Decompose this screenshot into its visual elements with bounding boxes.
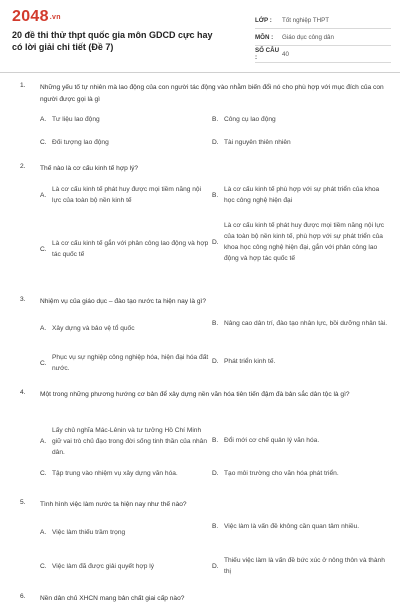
option-text: Phát triển kinh tế. — [224, 358, 276, 365]
option-text: Là cơ cấu kinh tế gắn với phân công lao động và hợp tác quốc tế — [52, 240, 209, 258]
question-number: 3. — [20, 296, 26, 303]
option-text: Phục vụ sự nghiệp công nghiệp hóa, hiện đại hóa đất nước. — [52, 354, 209, 372]
option-letter: C. — [40, 470, 47, 477]
option-text: Tập trung vào nhiệm vụ xây dựng văn hóa. — [52, 470, 178, 477]
option-text: Là cơ cấu kinh tế phát huy được mọi tiềm năng nội lực của toàn bộ nền kinh tế, phù hợp với sự phát triển của khoa học công nghệ hiện đại, gắn với phân công lao động và hợp tác quốc tế — [224, 222, 385, 262]
option-letter: C. — [40, 139, 47, 146]
question-number: 2. — [20, 163, 26, 170]
option-letter: C. — [40, 359, 47, 367]
option-d[interactable] — [212, 220, 388, 264]
option-letter: B. — [212, 320, 219, 327]
option-letter: D. — [212, 238, 219, 246]
question-text: Nền dân chủ XHCN mang bản chất giai cấp nào? — [40, 595, 185, 602]
question-text: Thế nào là cơ cấu kinh tế hợp lý? — [40, 165, 139, 172]
option-b[interactable] — [212, 521, 388, 532]
option-text: Lấy chủ nghĩa Mác-Lênin và tư tưởng Hồ Chí Minh giữ vai trò chủ đạo trong đời sống tinh thần của nhân dân. — [52, 427, 208, 456]
option-b[interactable] — [212, 318, 388, 329]
meta-value: 40 — [282, 50, 289, 58]
option-letter: A. — [40, 438, 47, 445]
option-c[interactable] — [40, 352, 210, 374]
option-text: Tạo môi trường cho văn hóa phát triển. — [224, 470, 339, 477]
option-letter: A. — [40, 116, 47, 123]
option-a[interactable] — [40, 184, 210, 206]
document-title: 20 đề thi thử thpt quốc gia môn GDCD cực hay có lời giải chi tiết (Đề 7) — [12, 30, 213, 52]
option-letter: B. — [212, 437, 219, 444]
option-text: Việc làm là vấn đề không cần quan tâm nhiều. — [224, 523, 360, 530]
meta-value: Tốt nghiệp THPT — [282, 16, 330, 24]
site-logo[interactable] — [12, 8, 61, 26]
option-text: Tư liệu lao động — [52, 116, 100, 123]
option-text: Là cơ cấu kinh tế phù hợp với sự phát triển của khoa học công nghệ hiện đại — [224, 186, 380, 204]
option-b[interactable] — [212, 114, 388, 125]
option-c[interactable] — [40, 468, 210, 479]
question-text: Những yếu tố tự nhiên mà lao động của con người tác động vào nhằm biến đổi nó cho phù hợp với mục đích của con người được gọi là gì — [40, 84, 384, 103]
option-b[interactable] — [212, 435, 388, 446]
meta-row-count — [255, 46, 391, 63]
option-letter: C. — [40, 245, 47, 253]
meta-row-subject — [255, 29, 391, 46]
option-text: Đổi mới cơ chế quản lý văn hóa. — [224, 437, 320, 444]
meta-key: SỐ CÂU : — [255, 47, 280, 61]
option-a[interactable] — [40, 323, 210, 334]
document-meta — [255, 12, 391, 63]
question-text: Một trong những phương hướng cơ bản để xây dựng nền văn hóa tiên tiến đậm đà bản sắc dân tộc là gì? — [40, 391, 350, 398]
meta-row-class — [255, 12, 391, 29]
option-d[interactable] — [212, 468, 388, 479]
question-text: Tình hình việc làm nước ta hiện nay như thế nào? — [40, 501, 187, 508]
page-header — [0, 0, 400, 72]
option-d[interactable] — [212, 137, 388, 148]
option-d[interactable] — [212, 356, 388, 367]
option-c[interactable] — [40, 561, 210, 572]
option-letter: B. — [212, 523, 219, 530]
logo-text: 2048 — [12, 8, 49, 25]
meta-value: Giáo dục công dân — [282, 33, 334, 41]
option-letter: D. — [212, 358, 219, 365]
option-a[interactable] — [40, 425, 210, 458]
question-number: 1. — [20, 82, 26, 89]
option-letter: D. — [212, 139, 219, 146]
option-text: Việc làm thiếu trầm trọng — [52, 529, 126, 536]
meta-key: LỚP : — [255, 16, 272, 24]
question-number: 6. — [20, 593, 26, 600]
question-text: Nhiệm vụ của giáo dục – đào tạo nước ta hiện nay là gì? — [40, 298, 206, 305]
option-c[interactable] — [40, 238, 210, 260]
option-letter: A. — [40, 325, 47, 332]
option-text: Nâng cao dân trí, đào tạo nhân lực, bồi dưỡng nhân tài. — [224, 320, 388, 327]
option-a[interactable] — [40, 114, 210, 125]
header-divider — [0, 72, 400, 73]
question-number: 4. — [20, 389, 26, 396]
option-text: Việc làm đã được giải quyết hợp lý — [52, 563, 155, 570]
option-letter: D. — [212, 470, 219, 477]
option-letter: D. — [212, 562, 219, 570]
option-letter: B. — [212, 191, 219, 199]
option-letter: A. — [40, 529, 47, 536]
question-number: 5. — [20, 499, 26, 506]
logo-suffix: .vn — [49, 14, 61, 21]
option-letter: A. — [40, 191, 47, 199]
option-text: Tài nguyên thiên nhiên — [224, 139, 291, 146]
option-d[interactable] — [212, 555, 388, 577]
option-text: Là cơ cấu kinh tế phát huy được mọi tiềm năng nội lực của toàn bộ nền kinh tế — [52, 186, 202, 204]
option-text: Thiếu việc làm là vấn đề bức xúc ở nông thôn và thành thị — [224, 557, 385, 575]
option-a[interactable] — [40, 527, 210, 538]
option-text: Công cụ lao động — [224, 116, 276, 123]
option-letter: C. — [40, 563, 47, 570]
option-b[interactable] — [212, 184, 388, 206]
option-text: Đối tượng lao động — [52, 139, 109, 146]
meta-key: MÔN : — [255, 33, 274, 41]
option-text: Xây dựng và bảo vệ tổ quốc — [52, 325, 135, 332]
option-c[interactable] — [40, 137, 210, 148]
option-letter: B. — [212, 116, 219, 123]
